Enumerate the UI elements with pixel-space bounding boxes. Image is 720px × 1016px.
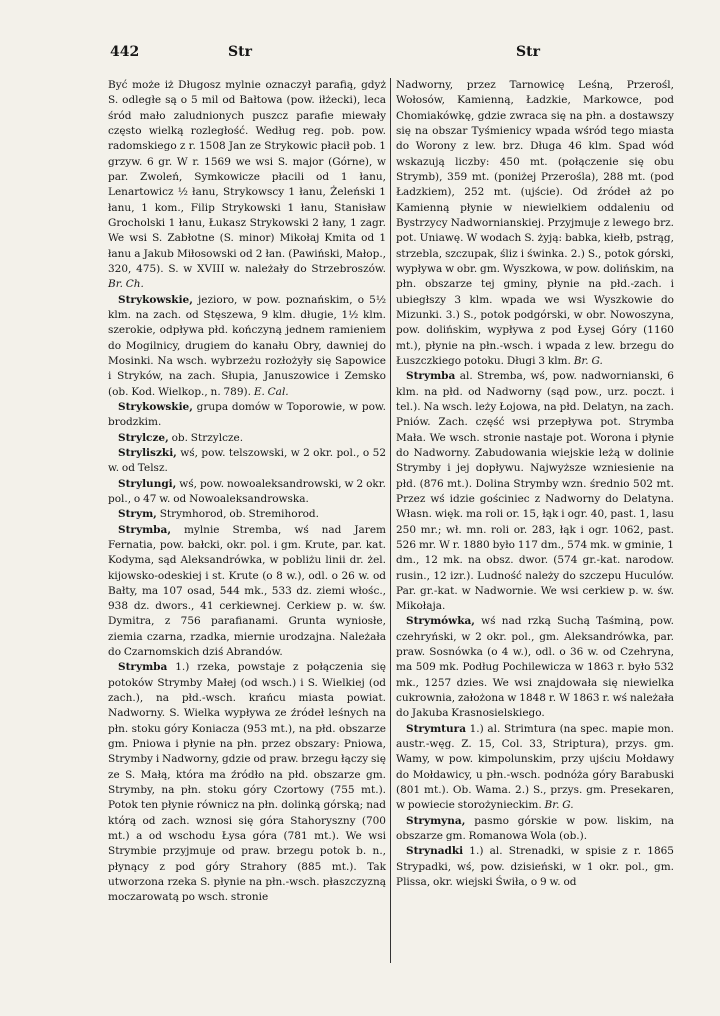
column-divider [390, 78, 391, 963]
entry-text: wś nad rzką Suchą Taśminą, pow. czehryński, w 2 okr. pol., gm. Aleksandrówka, par. praw. Sosnówka (o 4 w.), odl. o 36 w. od Czehryna, ma 509 mk. Podług Pochilewicza w 1863 r. było 532 mk., 1257 dzies. We wsi znajdowała się niewielka cukrownia, założona w 1848 r. W 1863 r. wś należała do Jakuba Krasnosielskiego. [396, 615, 674, 720]
entry-author-signature: Br. G. [544, 799, 574, 812]
entry-text: Strymhorod, ob. Stremihorod. [159, 508, 319, 521]
dictionary-entry [396, 844, 674, 890]
entry-text: 1.) al. Strenadki, w spisie z r. 1865 Strypadki, wś, pow. dzisieński, w 1 okr. pol., gm. Plissa, okr. wiejski Świła, o 9 w. od [396, 845, 674, 889]
entry-headword: Strymyna, [406, 814, 466, 827]
entry-text: al. Stremba, wś, pow. nadwornianski, 6 klm. na płd. od Nadworny (sąd pow., urz. poczt. i tel.). Na wsch. leży Łojowa, na płd. Delatyn, na zach. Pniów. Zach. część wsi przepływa pot. Strymba Mała. We wsch. stronie nastaje pot. Worona i płynie do Nadworny. Zabudowania wiejskie leżą w dolinie Strymby i jej dopływu. Najwyższe wzniesienie na płd. (876 mt.). Dolina Strymby wzn. średnio 502 mt. Przez wś idzie gościniec z Nadworny do Delatyna. Własn. więk. ma roli or. 15, łąk i ogr. 40, past. 1, lasu 250 mr.; wł. mn. roli or. 283, łąk i ogr. 1062, past. 526 mr. W r. 1880 było 117 dm., 574 mk. w gminie, 1 dm., 12 mk. na obsz. dwor. (574 gr.-kat. narodow. rusin., 12 izr.). Ludność należy do szczepu Huculów. Par. gr.-kat. w Nadwornie. We wsi cerkiew p. w. św. Mikołaja. [396, 370, 674, 613]
entry-headword: Strylcze, [118, 431, 169, 444]
dictionary-entry [396, 814, 674, 845]
dictionary-entry [108, 78, 386, 293]
entry-text: grupa domów w Toporowie, w pow. brodzkim. [108, 400, 386, 429]
entry-text: 1.) rzeka, powstaje z połączenia się potoków Strymby Małej (od wsch.) i S. Wielkiej (od zach.), na płd.-wsch. krańcu miasta powiat. Nadworny. S. Wielka wypływa ze źródeł leśnych na płn. stoku góry Koniacza (953 mt.), na płd. obszarze gm. Pniowa i płynie na płn. przez obszary: Pniowa, Strymby i Nadworny, gdzie od praw. brzegu łączy się ze S. Małą, która ma źródło na płd. obszarze gm. Strymby, na płn. stoku góry Czortowy (755 mt.). Potok ten płynie równicz na płn. dolinką górską; nad którą od zach. wznosi się góra Stahoryszny (700 mt.) a od wschodu Łysa góra (781 mt.). We wsi Strymbie przyjmuje od praw. brzegu potok b. n., płynący z pod góry Strahory (885 mt.). Tak utworzona rzeka S. płynie na płn.-wsch. płaszczyzną moczarowatą po wsch. stronie [108, 661, 386, 904]
dictionary-entry [108, 507, 386, 522]
entry-headword: Strymówka, [406, 615, 475, 628]
left-running-head: Str [228, 44, 252, 60]
page-header [110, 44, 670, 66]
right-column [396, 78, 674, 890]
entry-text: mylnie Stremba, wś nad Jarem Fernatia, pow. bałcki, okr. pol. i gm. Krute, par. kat. Kodyma, sąd Aleksandrówka, w pobliżu linii dr. żel. kijowsko-odeskiej i st. Krute (o 8 w.), odl. o 26 w. od Bałty, ma 107 osad, 544 mk., 533 dz. ziemi włośc., 938 dz. dwors., 41 cerkiewnej. Cerkiew p. w. św. Dymitra, z 756 parafianami. Grunta wyniosłe, ziemia czarna, rzadka, miernie urodzajna. Należała do Czarnomskich dziś Abrandów. [108, 523, 386, 659]
left-column [108, 78, 386, 906]
entry-author-signature: E. Cal. [253, 385, 289, 398]
entry-text: pasmo górskie w pow. liskim, na obszarze gm. Romanowa Wola (ob.). [396, 814, 674, 843]
entry-headword: Strymtura [406, 722, 466, 735]
page-number: 442 [110, 44, 140, 60]
entry-author-signature: Br. Ch. [108, 278, 144, 291]
dictionary-entry [108, 523, 386, 661]
dictionary-entry [108, 477, 386, 508]
entry-text: ob. Strzylcze. [171, 431, 244, 444]
entry-headword: Strymba, [118, 523, 171, 536]
entry-text: jezioro, w pow. poznańskim, o 5½ klm. na zach. od Stęszewa, 9 klm. długie, 1½ klm. szerokie, odpływa płd. kończyną jednem ramieniem do Mogilnicy, drugiem do kanału Obry, dawniej do Mosinki. Na wsch. wybrzeżu rozłożyły się Sapowice i Stryków, na zach. Słupia, Januszowice i Zemsko (ob. Kod. Wielkop., n. 789). [108, 293, 386, 398]
entry-text: wś, pow. nowoaleksandrowski, w 2 okr. pol., o 47 w. od Nowoaleksandrowska. [108, 477, 386, 505]
entry-author-signature: Br. G. [573, 354, 603, 367]
dictionary-entry [108, 400, 386, 431]
entry-headword: Strymba [406, 370, 456, 383]
entry-headword: Strymba [118, 661, 168, 674]
entry-headword: Strylungi, [118, 477, 177, 490]
entry-headword: Strym, [118, 508, 157, 521]
dictionary-entry [108, 660, 386, 905]
entry-headword: Stryliszki, [118, 446, 177, 459]
right-running-head: Str [516, 44, 540, 60]
entry-headword: Strynadki [406, 845, 464, 858]
dictionary-entry [396, 614, 674, 721]
dictionary-entry [108, 293, 386, 400]
entry-text: 1.) al. Strimtura (na spec. mapie mon. austr.-węg. Z. 15, Col. 33, Striptura), przys. gm. Wamy, w pow. kimpolunskim, przy ujściu Mołdawy do Mołdawicy, u płn.-wsch. podnóża góry Barabuski (801 mt.). Ob. Wama. 2.) S., przys. gm. Presekaren, w powiecie storożynieckim. [396, 722, 674, 812]
dictionary-entry [396, 369, 674, 614]
entry-text: Być może iż Długosz mylnie oznaczył parafią, gdyż S. odległe są o 5 mil od Bałtowa (pow. iłżecki), leca śród mało zaludnionych puszcz parafie miewały często wielką rozległość. Według reg. pob. pow. radomskiego z r. 1508 Jan ze Strykowic płacił pob. 1 grzyw. 6 gr. W r. 1569 we wsi S. major (Górne), w par. Zwoleń, Symkowicze płacili od 1 łanu, Lenartowicz ½ łanu, Strykowscy 1 łanu, Żeleński 1 łanu, 1 kom., Filip Strykowski 1 łanu, Stanisław Grocholski 1 łanu, Łukasz Strykowski 2 łany, 1 zagr. We wsi S. Zabłotne (S. minor) Mikołaj Kmita od 1 łanu a Jakub Miłosowski od 2 łan. (Pawiński, Małop., 320, 475). S. w XVIII w. należały do Strzebroszów. [108, 79, 386, 275]
dictionary-entry [108, 446, 386, 477]
dictionary-entry [108, 431, 386, 446]
entry-headword: Strykowskie, [118, 293, 193, 306]
dictionary-entry [396, 722, 674, 814]
entry-text: Nadworny, przez Tarnowicę Leśną, Przerośl, Wołosów, Kamienną, Ładzkie, Markowce, pod Chomiakówkę, gdzie zwraca się na płn. a dostawszy się na obszar Tyśmienicy wpada wśród tego miasta do Worony z lew. brz. Długa 46 klm. Spad wód wskazują liczby: 450 mt. (połączenie się obu Strymb), 359 mt. (poniżej Przerośla), 288 mt. (pod Ładzkiem), 252 mt. (ujście). Od źródeł aż po Kamienną płynie w niewielkiem oddaleniu od Bystrzycy Nadwornianskiej. Przyjmuje z lewego brz. pot. Uniawę. W wodach S. żyją: babka, kiełb, pstrąg, strzebla, szczupak, śliz i świnka. 2.) S., potok górski, wypływa w obr. gm. Wyszkowa, w pow. dolińskim, na płn. obszarze tej gminy, płynie na płd.-zach. i ubiegłszy 3 klm. wpada we wsi Wyszkowie do Mizunki. 3.) S., potok podgórski, w obr. Nowoszyna, pow. dolińskim, wypływa z pod Łysej Góry (1160 mt.), płynie na płn.-wsch. i wpada z lew. brzegu do Łuszczkiego potoku. Długi 3 klm. [396, 79, 674, 367]
entry-headword: Strykowskie, [118, 400, 193, 413]
dictionary-entry [396, 78, 674, 369]
entry-text: wś, pow. telszowski, w 2 okr. pol., o 52 w. od Telsz. [108, 446, 386, 475]
